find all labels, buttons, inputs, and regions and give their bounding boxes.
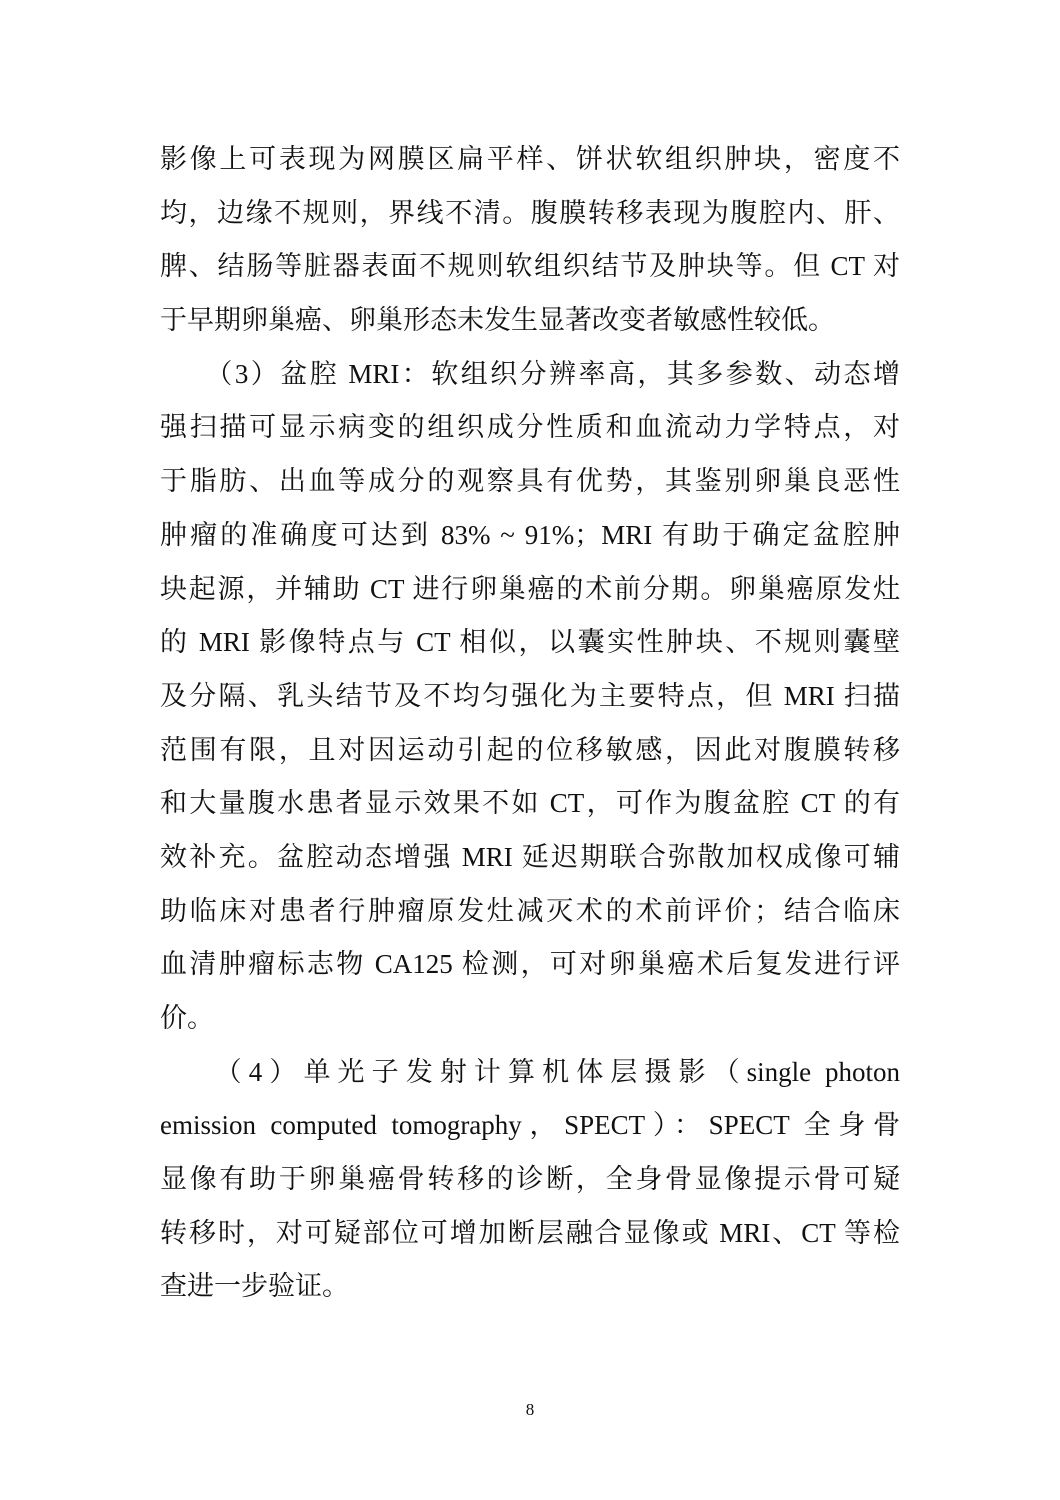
text-line: 及分隔、乳头结节及不均匀强化为主要特点，但 MRI 扫描 xyxy=(160,680,900,711)
page-number: 8 xyxy=(525,1400,535,1419)
text-line: 血清肿瘤标志物 CA125 检测，可对卵巢癌术后复发进行评 xyxy=(160,949,900,980)
text-line: 于脂肪、出血等成分的观察具有优势，其鉴别卵巢良恶性 xyxy=(160,466,900,497)
text-line: 价。 xyxy=(160,1003,214,1033)
paragraph xyxy=(160,1046,900,1314)
text-line: 脾、结肠等脏器表面不规则软组织结节及肿块等。但 CT 对 xyxy=(160,251,900,282)
body-text xyxy=(160,133,900,1314)
text-line: 和大量腹水患者显示效果不如 CT，可作为腹盆腔 CT 的有 xyxy=(160,788,900,819)
text-line: 查进一步验证。 xyxy=(160,1271,349,1302)
paragraph xyxy=(160,348,900,1046)
text-line: 影像上可表现为网膜区扁平样、饼状软组织肿块，密度不 xyxy=(160,144,900,174)
text-line: 块起源，并辅助 CT 进行卵巢癌的术前分期。卵巢癌原发灶 xyxy=(160,573,900,604)
text-line: 的 MRI 影像特点与 CT 相似，以囊实性肿块、不规则囊壁 xyxy=(160,627,900,658)
text-line: （4）单光子发射计算机体层摄影（single photon xyxy=(160,1056,900,1087)
text-line: 助临床对患者行肿瘤原发灶减灭术的术前评价；结合临床 xyxy=(160,895,900,926)
text-line: 肿瘤的准确度可达到 83% ~ 91%；MRI 有助于确定盆腔肿 xyxy=(160,519,900,550)
text-line: 效补充。盆腔动态增强 MRI 延迟期联合弥散加权成像可辅 xyxy=(160,841,900,872)
text-line: 于早期卵巢癌、卵巢形态未发生显著改变者敏感性较低。 xyxy=(160,305,835,336)
text-line: 范围有限，且对因运动引起的位移敏感，因此对腹膜转移 xyxy=(160,734,900,765)
text-line: 均，边缘不规则，界线不清。腹膜转移表现为腹腔内、肝、 xyxy=(160,197,900,228)
text-line: emission computed tomography，SPECT）：SPECT 全身骨 xyxy=(160,1110,900,1141)
text-line: 强扫描可显示病变的组织成分性质和血流动力学特点，对 xyxy=(160,412,900,443)
paragraph xyxy=(160,133,900,348)
text-line: 显像有助于卵巢癌骨转移的诊断，全身骨显像提示骨可疑 xyxy=(160,1164,900,1195)
text-line: （3）盆腔 MRI：软组织分辨率高，其多参数、动态增 xyxy=(160,358,900,389)
text-line: 转移时，对可疑部位可增加断层融合显像或 MRI、CT 等检 xyxy=(160,1217,900,1248)
